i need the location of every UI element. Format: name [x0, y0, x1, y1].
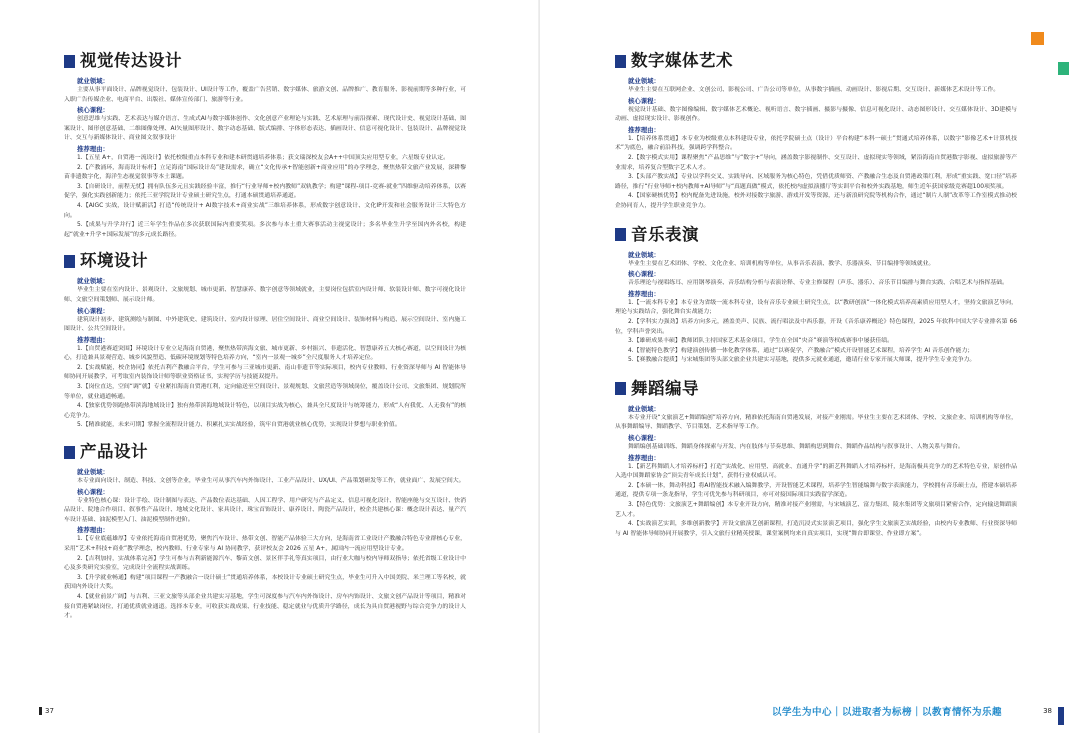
section-dance-choreography [615, 380, 1017, 540]
job-text: 本专业开设“文旅演艺+舞蹈编创”培养方向，精准依托海南自贸港发展，对接产业刚需。毕业生主要在艺术团体、学校、文旅企业、培训机构等单位，从事舞蹈编导、舞蹈教学、节目策划、艺术指导等工作。 [615, 414, 1017, 431]
section-header [615, 52, 1017, 70]
page-number-left [36, 707, 54, 715]
section-title: 视觉传达设计 [80, 51, 182, 70]
reason-item: 4.【AIGC 实战，设计赋新活】打造“传统设计+ AI数字技术+商业实战”三维培养体系，形成数字创意设计、文化IP开发和社会服务设计三大特色方向。 [64, 202, 466, 219]
course-text: 视觉设计基础、数字图像编辑、数字媒体艺术概论、视听语言、数字插画、摄影与摄像、信息可视化设计、动态图形设计、交互媒体设计、3D建模与动画、虚拟现实设计、影视创作。 [615, 106, 1017, 123]
course-text: 音乐理论与视唱练耳、应用钢琴演奏、音乐结构分析与表演诠释、专业主修课程（声乐、器乐）、音乐节目编排与舞台实践、合唱艺术与指挥基础。 [628, 280, 1008, 287]
reason-item: 3.【头部产教实战】专业以学科交叉、实践导向、区域服务为核心特色，凭借优质师资、产教融合生态及自贸港政策红利，形成“重实践、宽口径”培养路径，推行“行业导师+校内教师+AI导师”与“真题真做”模式，依托校内虚拟演播厅等实训平台和校外实践基地，师生近年获国家级竞赛超100项奖项。 [615, 174, 1017, 190]
section-title: 舞蹈编导 [631, 378, 699, 398]
right-column [615, 52, 1017, 539]
reason-label: 推荐理由： [77, 526, 109, 535]
title-square-icon [615, 55, 626, 68]
course-label: 核心课程： [628, 270, 660, 279]
job-text: 毕业生主要在室内设计、景观设计、文旅规划、城市更新、智慧康养、数字创意等领域就业，主要岗位包括室内设计师、软装设计师、数字可视化设计师、文旅空间策划师、展示设计师。 [64, 287, 466, 303]
orange-square-icon [1031, 32, 1044, 45]
reason-item: 5.【成果与升学并行】近三年学生作品在多次获联国际内重要奖项。多次参与本土重大赛事活动主视觉设计；多名毕业生升学至国内外名校，构建起“就业+升学+国际发展”的多元成长路径。 [64, 222, 466, 238]
job-text: 本专业面向设计、制造、科技、文创等企业，毕业生可从事汽车内外饰设计、工业产品设计、UX/UI、产品策划研发等工作，就业面广、发展空间大。 [77, 478, 465, 485]
section-header [64, 252, 466, 270]
job-label: 就业领域： [628, 250, 660, 259]
reason-item: 3.【自研设计，前程无忧】拥有队伍多元且实践经验丰富，推行“行业导师+校内教师”双轨教学；构建“课程-项目-竞赛-就业”四维驱动培养体系，以赛促学，强化实践创新能力；依托三亚学院设计专业硕士研究生点，打通本硕贯通培养通道。 [64, 183, 466, 200]
course-text: 专业特色核心课：设计手绘、设计制图与表达、产品数位表达基础、人因工程学、用户研究与产品定义、信息可视化设计、智能座舱与交互设计、快消品设计、院地合作项目、叙事性产品设计、地域文化设计、家具设计、珠宝首饰设计、康养设计、陶瓷产品设计，校企共建核心课：概念设计表达、量产汽车设计基础、油泥模型入门、油泥模型制作进阶。 [64, 497, 466, 523]
course-text: 建筑设计初步、建筑测绘与制图、中外建筑史、建筑设计、室内设计原理、居住空间设计、商业空间设计、装饰材料与构造、展示空间设计、室内施工图设计、公共空间设计。 [64, 316, 466, 333]
left-column [64, 52, 466, 622]
section-header [615, 380, 1017, 398]
section-music-performance [615, 226, 1017, 366]
slogan: 以学生为中心｜以进取者为标榜｜以教育情怀为乐趣 [771, 707, 1002, 718]
section-title: 数字媒体艺术 [631, 51, 733, 70]
reason-list [64, 345, 466, 431]
blue-bar-icon [1058, 707, 1064, 725]
job-label: 就业领域： [628, 404, 660, 413]
section-title: 产品设计 [80, 442, 148, 462]
page-bar-icon [39, 707, 42, 715]
course-label: 核心课程： [628, 434, 660, 443]
title-square-icon [615, 382, 626, 395]
reason-item: 4.【实战演艺实训，多维创新教学】开设文旅演艺创新课程，打造沉浸式实景演艺项目，强化学生文旅演艺实战经验，由校内专业教师、行业资深导师与 AI 智能体导师协同开展教学，引入文旅行业精英授课，课堂案例均来自真实项目，实现“舞台即课堂、作业即方案”。 [615, 521, 1017, 537]
reason-item: 5.【赛教融合提质】与宋城集团等头部文旅企业共建实习基地，提供多元就业通道，邀请行业专家开展大师课，提升学生专业竞争力。 [628, 357, 976, 364]
page-number-right [1043, 707, 1052, 715]
reason-item: 4.【国家硬核优势】校内配备先进设施，校外对接数字旅游、游戏开发等资源，还与新浪研究院等机构合作，通过“制片人制”改革等工作室模式推动校企协同育人，提升学生职业竞争力。 [615, 193, 1017, 209]
section-title: 环境设计 [80, 251, 148, 271]
reason-item: 3.【升学就业畅通】构建“项目课程一产教融合一设计硕士”贯通培养体系，本校设计专业硕士研究生点，毕业生可升入中国美院、米兰理工等名校，就获国内外设计大奖。 [64, 574, 466, 591]
job-label: 就业领域： [77, 468, 109, 477]
reason-item: 3.【特色优势：文旅演艺+舞蹈编创】本专业开设方向，精准对接产业刚需，与宋城演艺、富力集团、陵水集团等文旅项目紧密合作，定向输送舞蹈演艺人才。 [615, 502, 1017, 518]
course-text: 舞蹈编创基础训练、舞蹈身体探索与开发、内在肢体与节奏思维、舞蹈构思到舞台、舞蹈作品结构与叙事设计、人物关系与舞台。 [628, 444, 964, 451]
job-label: 就业领域： [628, 77, 660, 85]
reason-item: 1.【新艺科舞蹈人才培养标杆】打造“实战化、应用型、高就业、直通升学”的新艺科舞蹈人才培养标杆，是海南极具竞争力的艺术特色专业，原创作品入选中国舞蹈家协会“顶尖青年成长计划”，获得行业权威认可。 [615, 463, 1017, 480]
job-text: 毕业生主要在艺术团体、学校、文化企业、培训机构等单位，从事音乐表演、教学、乐器演奏、节目编排等领域就业。 [628, 260, 935, 267]
section-visual-communication [64, 52, 466, 240]
section-product-design [64, 443, 466, 622]
reason-item: 3.【岗位直达，空间“调”就】专业紧扣海南自贸港红利，定向输送至空间设计、景观规划、文旅营造等领域岗位，覆盖设计公司、文旅集团、规划院所等单位，就业通道畅通。 [64, 384, 466, 400]
page-number: 38 [1043, 707, 1052, 715]
reason-item: 3.【雄研成果丰硕】教师团队主持国家艺术基金项目，学生在全国“央音”赛演等权威赛事中屡获佳绩。 [628, 338, 894, 345]
reason-item: 2.【数字模式实用】课程聚焦“产品思维”与“数字+”导向，涵盖数字影视制作、交互设计、虚拟现实等领域，紧沿海南自贸港数字影视、虚拟旅游等产业需求，培养复合型数字艺术人才。 [615, 154, 1017, 171]
reason-list [64, 535, 466, 621]
reason-list [615, 463, 1017, 540]
title-square-icon [64, 255, 75, 268]
reason-list [615, 299, 1017, 366]
job-label: 就业领域： [77, 277, 109, 286]
reason-item: 2.【学科实力强劲】培养方向多元，涵盖美声、民族、流行唱法及中西乐器，开设《音乐康养概论》特色课程，2025 年软科中国大学专业排名第 66 位，学科声誉突出。 [615, 318, 1017, 335]
reason-list [64, 154, 466, 240]
reason-item: 1.【自贸港赛道突围】环境设计专业立足海南自贸港，聚焦热带滨海文旅、城市更新、乡村振兴、非遗活化、智慧康养五大核心赛道，以空间设计为核心，打造兼具景观营造、城乡风貌塑造、低碳环境规划等特色培养方向，“室内一景观一城乡”全尺度服务人才培养定位。 [64, 345, 466, 362]
reason-list [615, 135, 1017, 212]
job-text: 毕业生主要在互联网企业、文创公司、影视公司、广告公司等单位，从事数字插画、动画设计、影视后期、交互设计、新媒体艺术设计等工作。 [628, 87, 1000, 93]
title-square-icon [64, 446, 75, 459]
reason-item: 2.【产教涌环，海南设计标杆】立足海南“国际设计岛”建设需求，确立“文化传承+智能创新+商业应用”的办学理念，聚焦热带文旅产业发展，深耕黎苗非遗数字化，海洋生态视觉叙事等本土课题。 [64, 164, 466, 181]
reason-item: 1.【五星 A+，自贸港一流设计】依托校级重点本科专业和建本研贯通培养体系；获文瑞深校友会A++中国顶尖应用型专业，六星级专业认定。 [77, 154, 450, 161]
section-header [615, 226, 1017, 244]
reason-label: 推荐理由： [628, 125, 660, 134]
green-square-icon [1058, 62, 1069, 75]
reason-item: 2.【吉利加持，实战体系完善】学生可参与吉利新能源汽车、黎苗文创、景区伴手礼等真实项目，由行业大咖与校内导师双指导；依托省级工业设计中心及多类研究实验室，完成设计全流程实战训练。 [64, 555, 466, 572]
section-header [64, 443, 466, 461]
course-label: 核心课程： [77, 106, 109, 115]
job-label: 就业领域： [77, 77, 109, 85]
reason-label: 推荐理由： [628, 289, 660, 298]
title-square-icon [64, 55, 75, 68]
reason-item: 1.【一流本科专业】本专业为省级一流本科专业，设有音乐专业硕士研究生点，以“教研创演”一体化模式培养高素质应用型人才，坚持文旅演艺导向，理论与实践结合，强化舞台实战能力； [615, 299, 1017, 316]
section-digital-media-art [615, 52, 1017, 212]
reason-item: 1.【培养体系贯通】本专业为校级重点本科建设专业，依托学院硕士点（设计）平台构建“本科一硕士”贯通式培养体系，以数字“影像艺术+计算机技术”为底色，融合前沿科技，强调跨学科整合。 [615, 135, 1017, 152]
section-title: 音乐表演 [631, 224, 699, 244]
reason-item: 4.【智能特色教学】构建演创传播一体化教学体系，通过“以赛促学，产教融合”模式开设智能艺术课程，培养学生 AI 音乐创作能力； [628, 347, 974, 354]
reason-label: 推荐理由： [77, 144, 109, 153]
reason-item: 2.【本硕一体，舞动科技】将AI智能技术融入编舞教学，开设智能艺术课程，培养学生智能编舞与数字表演能力，学校拥有音乐硕士点，搭建本硕培养通道，提供专项一条龙指导，学生可优先参与科研项目，亦可对接国际项目实践留学深造。 [615, 482, 1017, 499]
section-environmental-design [64, 252, 466, 431]
course-text: 创意思维与实践、艺术表达与媒介语言、生成式AI与数字媒体创作、文化创意产业理论与实践、艺术原理与前沿探索、现代设计史、视觉设计基础、图案设计、图形创意基础、二维图像处理、AI矢量图形设计、数字动态基础、版式编排、字体形态表达、插画设计、信息可视化设计、包装设计、品牌视觉设计、交互与新媒体设计、商业图文叙事设计 [64, 116, 466, 142]
reason-item: 4.【独家优势领跑热带滨海地域设计】独有热带滨海地域设计特色，以项目实战为核心，兼具全尺度设计与统筹能力，形成“人有我优、人无我有”的核心竞争力。 [64, 403, 466, 419]
title-square-icon [615, 228, 626, 241]
course-label: 核心课程： [77, 487, 109, 496]
reason-label: 推荐理由： [628, 453, 660, 462]
reason-item: 1.【专业底蕴雄厚】专业依托海南自贸港优势，聚焦汽车设计、热带文创、智能产品体验三大方向，是海南省工业设计产教融合特色专业群核心专业，采用“艺术+科技+商业”教学理念，校内教师、行业专家与 AI 协同教学，获评校友会 2026 五星 A+，属国内一流应用型设计专业。 [64, 536, 466, 552]
reason-item: 5.【精准就能，未来可期】掌握全流程设计能力、积累扎实实战经验，筑牢自贸港就业核心优势，实现设计梦想与职业价值。 [77, 422, 401, 429]
section-header [64, 52, 466, 70]
reason-item: 4.【就业前景广阔】与吉利、三亚文旅等头部企业共建实习基地，学生可深度参与汽车内外饰设计、房车内饰设计、文旅文创产品设计等项目，精准对接自贸港紧缺岗位，打通优质就业通道。选择本专业，可收获实战成果、行业技能、稳定就业与优质升学路径，成长为具自贸港视野与综合竞争力的设计人才。 [64, 593, 466, 620]
page-number: 37 [45, 707, 54, 715]
job-text: 主要从事平面设计、品牌视觉设计、包装设计、UI设计等工作，覆盖广告营销、数字媒体、旅游文创、品牌推广、教育服务、影视前期等多种行业，可入职广告传媒企业、电商平台、出版社、媒体宣传部门、旅游等行业。 [64, 87, 466, 103]
reason-item: 2.【实战赋能，校企协同】依托吉利产教融合平台，学生可参与三亚城市更新、南山非遗节等实际项目，校内专业教师、行业资深导师与 AI 智能体导师协同开展教学，可考取室内装饰设计师等职业资格证书，实现学历与技能双提升。 [64, 364, 466, 381]
reason-label: 推荐理由： [77, 335, 109, 344]
course-label: 核心课程： [77, 306, 109, 315]
course-label: 核心课程： [628, 96, 660, 105]
